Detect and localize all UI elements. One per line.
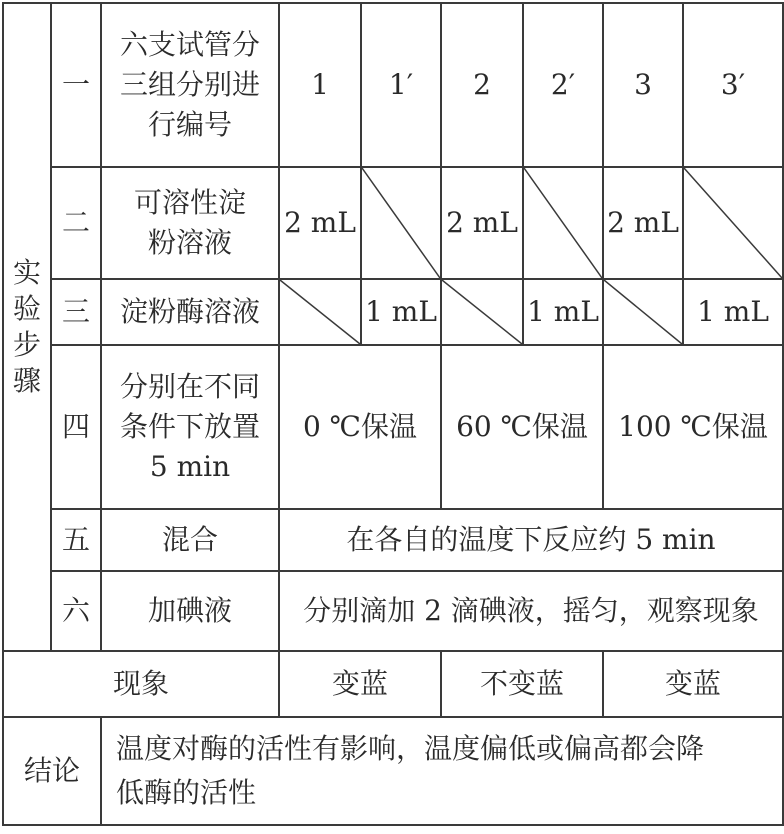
step-number: 四 [51, 345, 101, 509]
empty-slash-cell [441, 279, 523, 345]
tube-label: 3′ [683, 3, 783, 167]
tube-label: 3 [603, 3, 683, 167]
tube-label: 2′ [523, 3, 603, 167]
diagonal-slash [442, 280, 522, 344]
step-description: 淀粉酶溶液 [101, 279, 279, 345]
condition-cell: 0 ℃保温 [279, 345, 441, 509]
step-row-3 [3, 279, 783, 345]
phenomenon-value: 变蓝 [279, 651, 441, 717]
conclusion-label: 结论 [3, 717, 101, 825]
empty-slash-cell [683, 167, 783, 279]
step-description: 加碘液 [101, 571, 279, 651]
volume-cell: 1 mL [683, 279, 783, 345]
conclusion-row [3, 717, 783, 825]
empty-slash-cell [523, 167, 603, 279]
phenomenon-value: 变蓝 [603, 651, 783, 717]
step-number: 六 [51, 571, 101, 651]
condition-cell: 60 ℃保温 [441, 345, 603, 509]
volume-cell: 2 mL [441, 167, 523, 279]
step-description: 混合 [101, 509, 279, 571]
step-number: 二 [51, 167, 101, 279]
step-description: 可溶性淀 粉溶液 [101, 167, 279, 279]
phenomenon-row [3, 651, 783, 717]
diagonal-slash [280, 280, 360, 344]
step-description: 分别在不同 条件下放置 5 min [101, 345, 279, 509]
step-row-1 [3, 3, 783, 167]
step-number: 五 [51, 509, 101, 571]
tube-label: 2 [441, 3, 523, 167]
empty-slash-cell [279, 279, 361, 345]
step-number: 三 [51, 279, 101, 345]
volume-cell: 1 mL [361, 279, 441, 345]
diagonal-slash [362, 168, 440, 278]
step-description: 六支试管分 三组分别进 行编号 [101, 3, 279, 167]
volume-cell: 1 mL [523, 279, 603, 345]
step-number: 一 [51, 3, 101, 167]
section-label: 实 验 步 骤 [3, 3, 51, 651]
step-row-4 [3, 345, 783, 509]
empty-slash-cell [361, 167, 441, 279]
step-row-2 [3, 167, 783, 279]
experiment-table [2, 2, 784, 826]
diagonal-slash [604, 280, 682, 344]
phenomenon-value: 不变蓝 [441, 651, 603, 717]
diagonal-slash [684, 168, 782, 278]
tube-label: 1′ [361, 3, 441, 167]
diagonal-slash [524, 168, 602, 278]
empty-slash-cell [603, 279, 683, 345]
volume-cell: 2 mL [603, 167, 683, 279]
phenomenon-label: 现象 [3, 651, 279, 717]
step-row-6 [3, 571, 783, 651]
condition-cell: 100 ℃保温 [603, 345, 783, 509]
step-instruction: 在各自的温度下反应约 5 min [279, 509, 783, 571]
tube-label: 1 [279, 3, 361, 167]
volume-cell: 2 mL [279, 167, 361, 279]
conclusion-text: 温度对酶的活性有影响，温度偏低或偏高都会降 低酶的活性 [101, 717, 783, 825]
step-instruction: 分别滴加 2 滴碘液，摇匀，观察现象 [279, 571, 783, 651]
step-row-5 [3, 509, 783, 571]
